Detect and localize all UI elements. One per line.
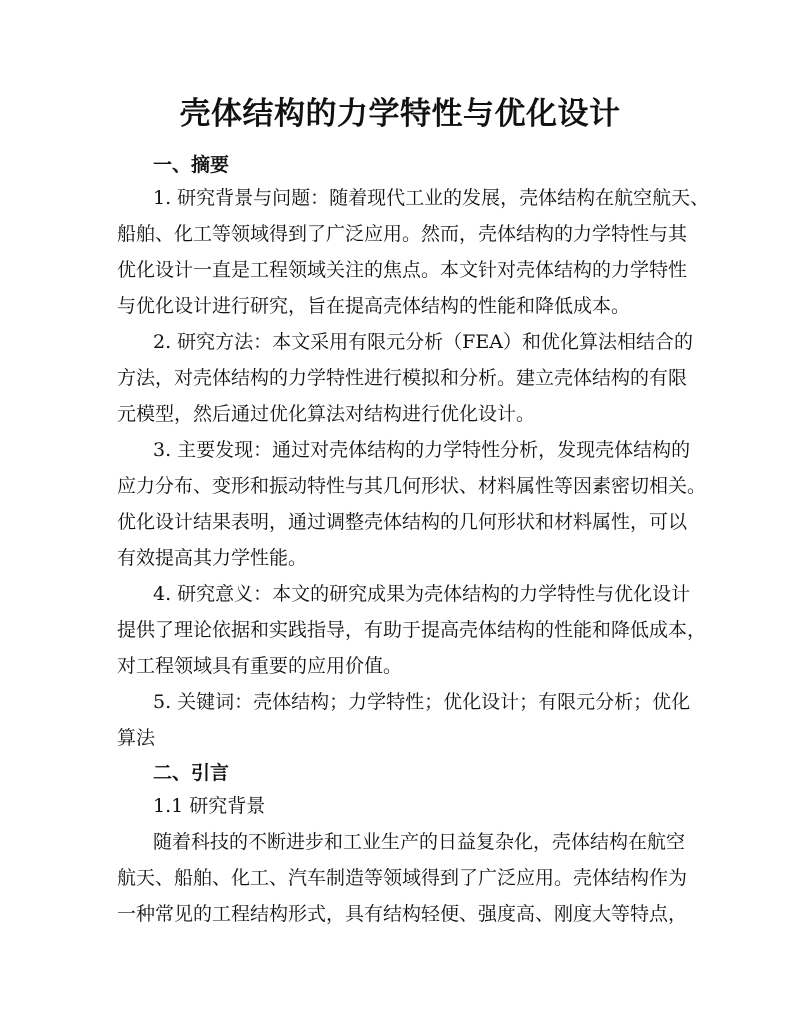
document-title: 壳体结构的力学特性与优化设计	[179, 96, 621, 132]
paragraph-line: 提供了理论依据和实践指导，有助于提高壳体结构的性能和降低成本，	[117, 619, 707, 641]
paragraph-line: 有效提高其力学性能。	[117, 547, 308, 569]
paragraph-line: 元模型，然后通过优化算法对结构进行优化设计。	[117, 403, 536, 425]
subsection-heading: 1.1 研究背景	[153, 795, 266, 817]
paragraph-line: 1. 研究背景与问题：随着现代工业的发展，壳体结构在航空航天、	[153, 187, 710, 209]
paragraph-line: 随着科技的不断进步和工业生产的日益复杂化，壳体结构在航空	[153, 831, 686, 853]
paragraph-line: 优化设计一直是工程领域关注的焦点。本文针对壳体结构的力学特性	[117, 259, 688, 281]
paragraph-line: 4. 研究意义：本文的研究成果为壳体结构的力学特性与优化设计	[153, 583, 691, 605]
paragraph-line: 3. 主要发现：通过对壳体结构的力学特性分析，发现壳体结构的	[153, 439, 691, 461]
paragraph-line: 5. 关键词：壳体结构；力学特性；优化设计；有限元分析；优化	[153, 691, 691, 713]
paragraph-line: 优化设计结果表明，通过调整壳体结构的几何形状和材料属性，可以	[117, 511, 688, 533]
paragraph-line: 船舶、化工等领域得到了广泛应用。然而，壳体结构的力学特性与其	[117, 223, 688, 245]
paragraph-line: 2. 研究方法：本文采用有限元分析（FEA）和优化算法相结合的	[153, 331, 693, 353]
section-heading-introduction: 二、引言	[153, 762, 230, 784]
paragraph-line: 对工程领域具有重要的应用价值。	[117, 655, 403, 677]
paragraph-line: 航天、船舶、化工、汽车制造等领域得到了广泛应用。壳体结构作为	[117, 867, 688, 889]
paragraph-line: 应力分布、变形和振动特性与其几何形状、材料属性等因素密切相关。	[117, 475, 707, 497]
paragraph-line: 算法	[117, 727, 156, 749]
paragraph-line: 方法，对壳体结构的力学特性进行模拟和分析。建立壳体结构的有限	[117, 367, 688, 389]
paragraph-line: 一种常见的工程结构形式，具有结构轻便、强度高、刚度大等特点，	[117, 903, 688, 925]
paragraph-line: 与优化设计进行研究，旨在提高壳体结构的性能和降低成本。	[117, 295, 631, 317]
section-heading-abstract: 一、摘要	[153, 154, 230, 176]
